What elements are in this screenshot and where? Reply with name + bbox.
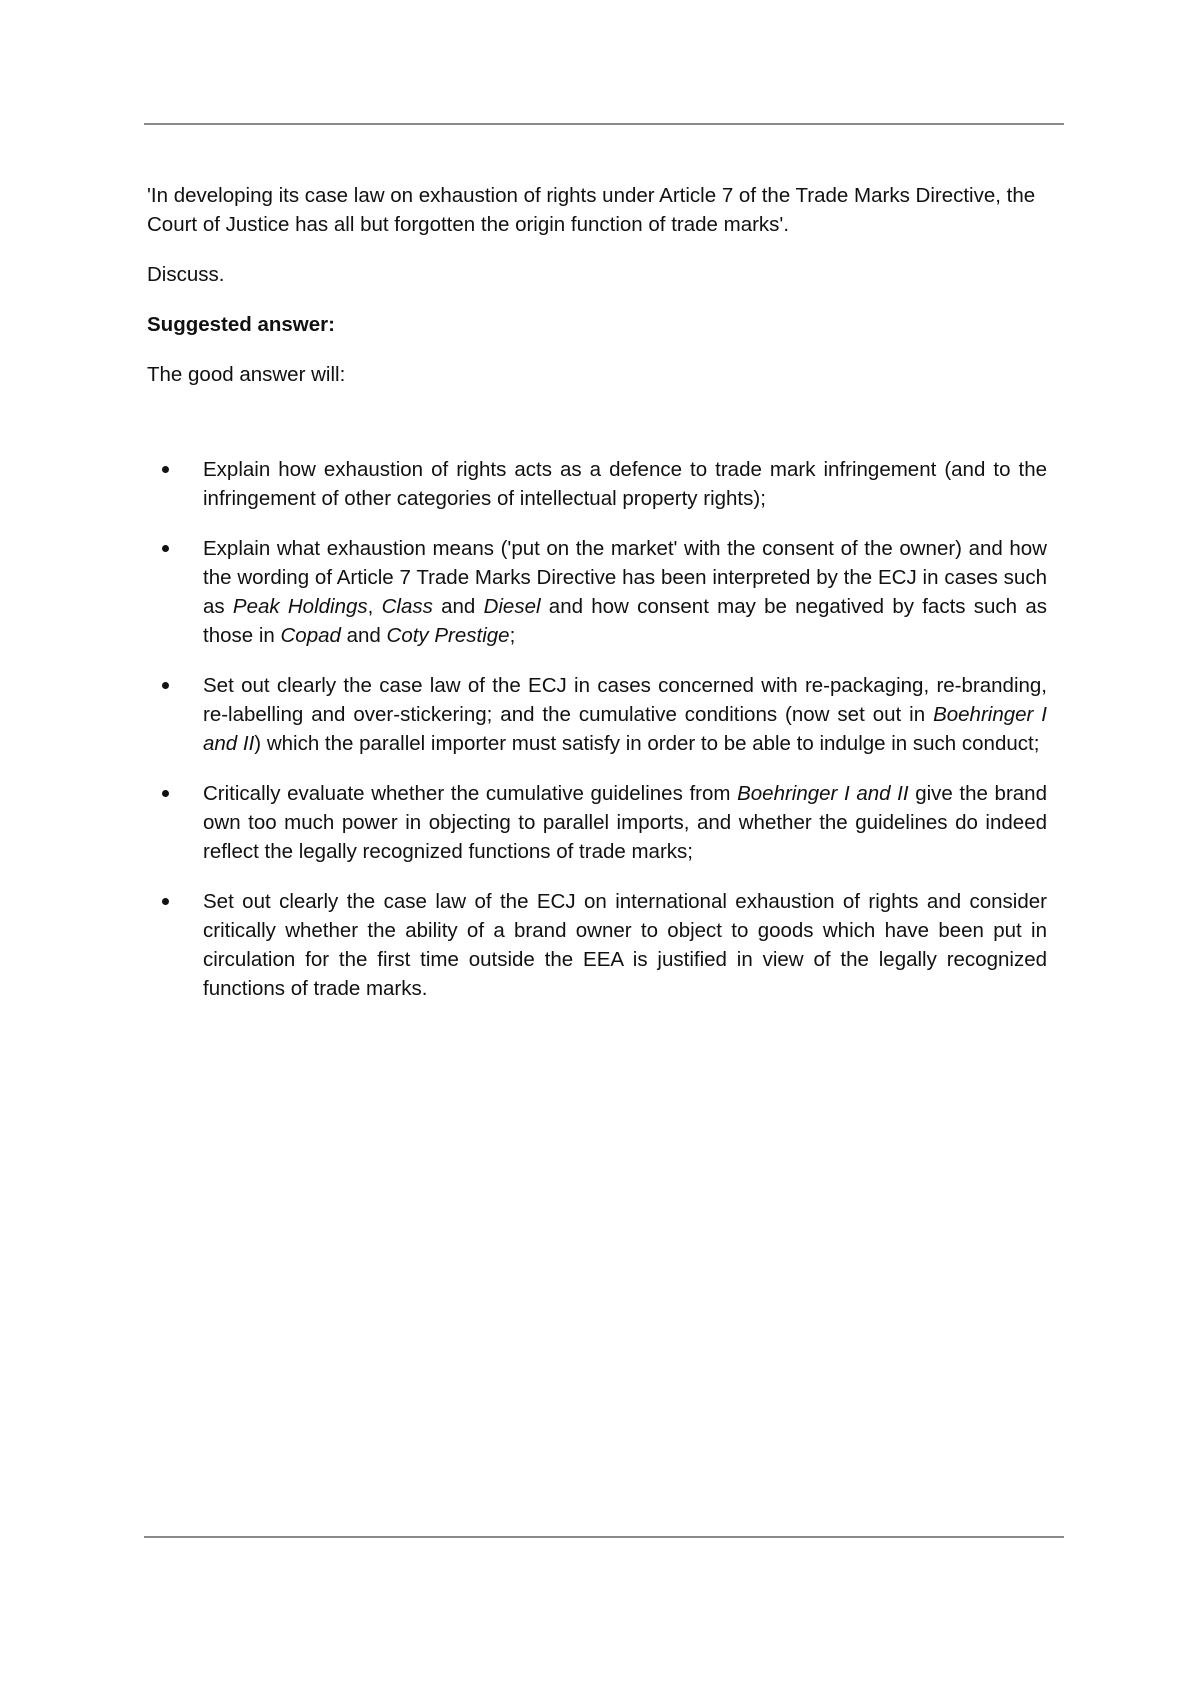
case-name: Coty Prestige xyxy=(386,624,510,647)
bullet-icon xyxy=(162,466,169,473)
list-item-text: and how consent may be negatived by facts such as those in xyxy=(203,595,1047,647)
list-item xyxy=(147,779,1047,866)
list-item-text: Critically evaluate whether the cumulative guidelines from xyxy=(203,782,738,805)
list-item-text: ) which the parallel importer must satisfy in order to be able to indulge in such conduct; xyxy=(254,732,1040,755)
suggested-answer-heading: Suggested answer: xyxy=(147,313,335,336)
list-item-text: and xyxy=(432,595,484,618)
case-name: Peak Holdings xyxy=(232,595,368,618)
list-item-text: Set out clearly the case law of the ECJ on international exhaustion of rights and consider critically whether the ability of a brand owner to object to goods which have been put in circulation for the first time outside the EEA is justified in view of the legally recognized functions of trade marks. xyxy=(203,890,1047,1000)
case-name: Boehringer I and II xyxy=(737,782,909,805)
list-item-text: ; xyxy=(509,624,516,647)
list-item-text: and xyxy=(340,624,387,647)
bullet-icon xyxy=(162,682,169,689)
bullet-icon xyxy=(162,790,169,797)
list-item-text: give the brand own too much power in objecting to parallel imports, and whether the guidelines do indeed reflect the legally recognized functions of trade marks; xyxy=(203,782,1047,863)
footer-rule xyxy=(144,1536,1064,1538)
list-item xyxy=(147,887,1047,1003)
case-name: Copad xyxy=(280,624,341,647)
header-rule xyxy=(144,123,1064,125)
intro-text: The good answer will: xyxy=(147,363,346,386)
case-name: Boehringer I and II xyxy=(203,703,1047,755)
list-item-text: Set out clearly the case law of the ECJ in cases concerned with re-packaging, re-branding, re-labelling and over-stickering; and the cumulative conditions (now set out in xyxy=(203,674,1047,726)
list-item-text: , xyxy=(367,595,382,618)
bullet-icon xyxy=(162,898,169,905)
document-body xyxy=(147,181,1047,1024)
list-item xyxy=(147,671,1047,758)
case-name: Class xyxy=(381,595,433,618)
instruction-text: Discuss. xyxy=(147,263,225,286)
list-item xyxy=(147,534,1047,650)
list-item xyxy=(147,455,1047,513)
essay-question: 'In developing its case law on exhaustion of rights under Article 7 of the Trade Marks Directive, the Court of Justice has all but forgotten the origin function of trade marks'. xyxy=(147,184,1036,236)
answer-points-list xyxy=(147,455,1047,1003)
case-name: Diesel xyxy=(483,595,541,618)
list-item-text: Explain how exhaustion of rights acts as a defence to trade mark infringement (and to the infringement of other categories of intellectual property rights); xyxy=(203,458,1047,510)
bullet-icon xyxy=(162,545,169,552)
list-item-text: Explain what exhaustion means ('put on the market' with the consent of the owner) and how the wording of Article 7 Trade Marks Directive has been interpreted by the ECJ in cases such as xyxy=(203,537,1047,618)
